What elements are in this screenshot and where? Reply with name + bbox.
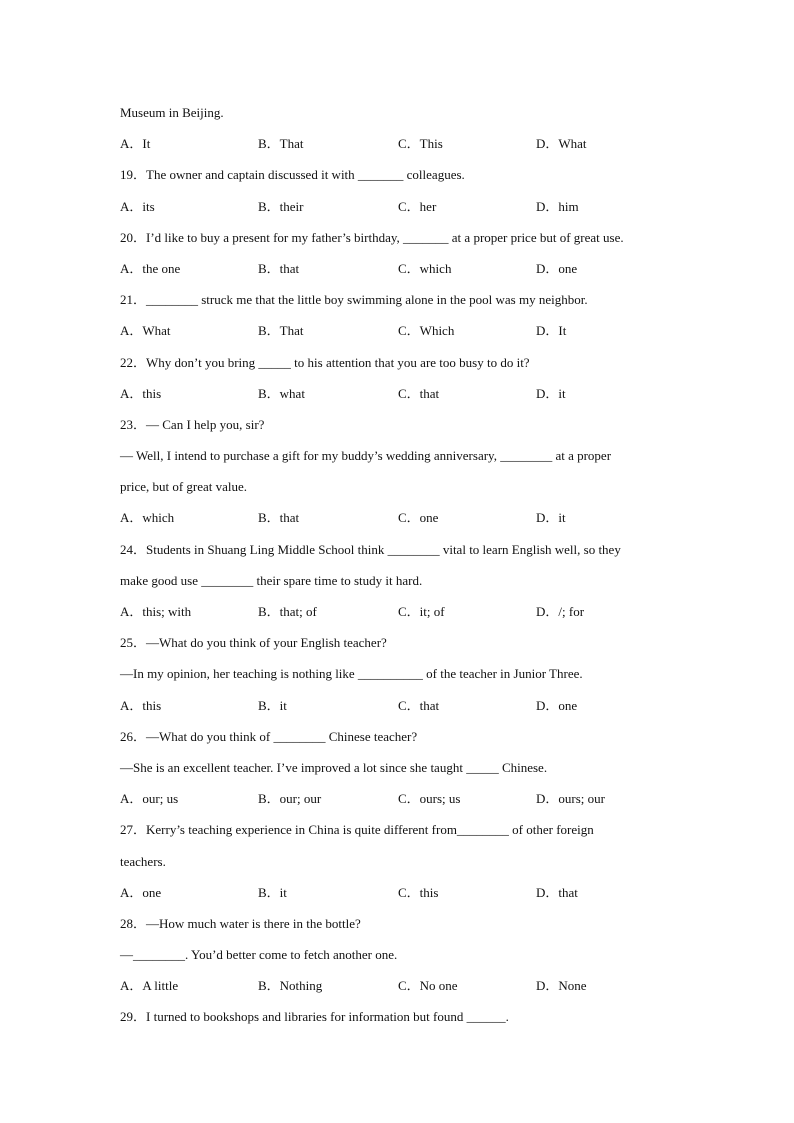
answer-options: [120, 258, 680, 289]
option-a: A．our; us: [120, 791, 179, 807]
question-text-line: —________. You’d better come to fetch another one.: [120, 947, 398, 963]
option-d: D．it: [536, 385, 566, 401]
question-text-line: price, but of great value.: [120, 479, 248, 495]
option-a: A．the one: [120, 260, 181, 276]
option-c: C．that: [398, 697, 440, 713]
question-text-line: —She is an excellent teacher. I’ve improved a lot since she taught _____ Chinese.: [120, 759, 548, 775]
question-text-line: 20．I’d like to buy a present for my father’s birthday, _______ at a proper price but of great use.: [120, 229, 624, 245]
question-text-line: Museum in Beijing.: [120, 105, 224, 120]
option-c: C．No one: [398, 978, 458, 994]
option-b: B．Nothing: [258, 978, 323, 994]
question-text-line: make good use ________ their spare time to study it hard.: [120, 572, 423, 588]
answer-options: [120, 320, 680, 351]
option-a: A．this: [120, 697, 162, 713]
option-a: A．its: [120, 198, 155, 214]
option-b: B．it: [258, 697, 287, 713]
option-d: D．/; for: [536, 604, 585, 619]
question-text-line: 28．—How much water is there in the bottle?: [120, 915, 361, 931]
answer-options: [120, 882, 680, 913]
answer-options: [120, 695, 680, 726]
option-b: B．it: [258, 884, 287, 900]
option-c: C．ours; us: [398, 791, 461, 807]
option-b: B．that: [258, 260, 300, 276]
question-text-line: 23．— Can I help you, sir?: [120, 416, 265, 432]
option-b: B．That: [258, 323, 304, 339]
question-text-line: 22．Why don’t you bring _____ to his attention that you are too busy to do it?: [120, 354, 530, 370]
option-b: B．our; our: [258, 791, 322, 807]
question-text-line: —In my opinion, her teaching is nothing like __________ of the teacher in Junior Three.: [120, 666, 583, 682]
option-d: D．ours; our: [536, 791, 605, 807]
answer-options: [120, 975, 680, 1006]
question-text-line: teachers.: [120, 853, 166, 869]
answer-options: [120, 601, 680, 632]
option-d: D．one: [536, 697, 578, 713]
question-text-line: 29．I turned to bookshops and libraries for information but found ______.: [120, 1009, 509, 1025]
question-text-line: 25．—What do you think of your English teacher?: [120, 635, 387, 651]
option-d: D．What: [536, 136, 587, 152]
option-a: A．this; with: [120, 604, 192, 619]
option-a: A．A little: [120, 978, 179, 994]
option-d: D．him: [536, 198, 579, 214]
option-d: D．It: [536, 323, 567, 339]
answer-options: [120, 133, 680, 164]
option-d: D．that: [536, 884, 578, 900]
option-b: B．their: [258, 198, 304, 214]
question-list: [120, 102, 680, 1038]
option-b: B．that; of: [258, 604, 317, 619]
option-b: B．that: [258, 510, 300, 526]
answer-options: [120, 788, 680, 819]
option-a: A．It: [120, 136, 151, 152]
option-c: C．this: [398, 884, 439, 900]
option-c: C．it; of: [398, 604, 445, 619]
option-c: C．her: [398, 198, 437, 214]
option-d: D．one: [536, 260, 578, 276]
question-text-line: 21．________ struck me that the little boy swimming alone in the pool was my neighbor.: [120, 292, 588, 308]
option-d: D．None: [536, 978, 587, 994]
option-a: A．which: [120, 510, 175, 526]
question-text-line: — Well, I intend to purchase a gift for my buddy’s wedding anniversary, ________ at a proper: [120, 448, 612, 464]
answer-options: [120, 507, 680, 538]
question-text-line: 26．—What do you think of ________ Chinese teacher?: [120, 728, 418, 744]
option-a: A．one: [120, 884, 162, 900]
option-a: A．this: [120, 385, 162, 401]
question-text-line: 24．Students in Shuang Ling Middle School think ________ vital to learn English well, so they: [120, 541, 621, 557]
option-c: C．which: [398, 260, 452, 276]
option-b: B．what: [258, 385, 305, 401]
question-text-line: 19．The owner and captain discussed it with _______ colleagues.: [120, 167, 465, 183]
option-a: A．What: [120, 323, 171, 339]
option-c: C．one: [398, 510, 439, 526]
answer-options: [120, 196, 680, 227]
option-d: D．it: [536, 510, 566, 526]
option-b: B．That: [258, 136, 304, 152]
question-text-line: 27．Kerry’s teaching experience in China is quite different from________ of other foreign: [120, 822, 594, 838]
option-c: C．that: [398, 385, 440, 401]
answer-options: [120, 383, 680, 414]
option-c: C．This: [398, 136, 443, 152]
option-c: C．Which: [398, 323, 455, 339]
